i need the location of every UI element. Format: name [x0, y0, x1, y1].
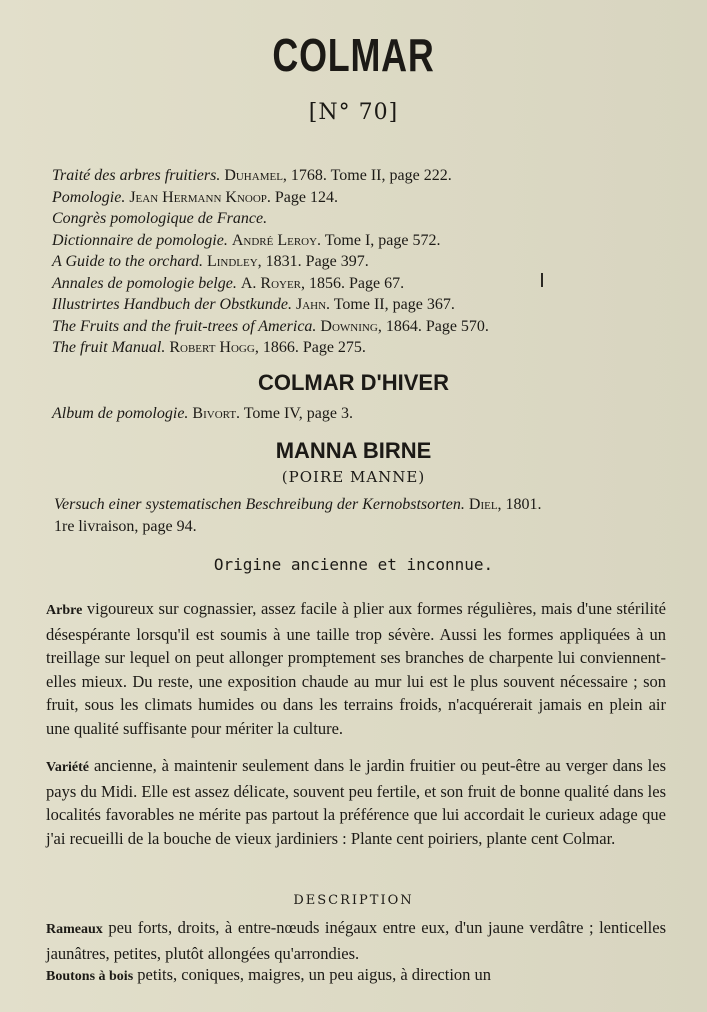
text-boutons: petits, coniques, maigres, un peu aigus, à direction un — [137, 965, 492, 984]
lead-boutons: Boutons à bois — [46, 969, 134, 984]
reference-detail: . Tome IV, page 3. — [236, 405, 353, 422]
reference-author: Downing — [320, 317, 378, 335]
margin-mark — [541, 273, 543, 287]
reference-list — [52, 165, 632, 359]
reference-detail: . Tome II, page 367. — [326, 296, 455, 313]
reference-title: The Fruits and the fruit-trees of America. — [52, 317, 317, 335]
paragraph-arbre — [46, 597, 666, 740]
text-rameaux: peu forts, droits, à entre-nœuds inégaux entre eux, d'un jaune verdâtre ; lenticelles jaunâtres, petites, plutôt allongées qu'arrondies. — [46, 918, 666, 963]
reference-author: Robert Hogg — [169, 339, 255, 356]
reference-item — [52, 316, 632, 338]
heading-colmar-dhiver: COLMAR D'HIVER — [257, 370, 449, 395]
reference-detail: , 1856. Page 67. — [301, 274, 405, 292]
reference-author: Bivort — [192, 405, 237, 422]
lead-rameaux: Rameaux — [46, 922, 103, 937]
reference-author: Jahn — [295, 296, 327, 313]
reference-author: Duhamel — [224, 167, 283, 184]
variety-number: [N° 70] — [308, 100, 399, 125]
reference-item — [52, 230, 632, 252]
origin-line: Origine ancienne et inconnue. — [213, 555, 494, 574]
reference-author: Lindley — [206, 253, 258, 270]
reference-item — [52, 294, 632, 316]
reference-item — [52, 273, 632, 295]
subheading-poire-manne: (POIRE MANNE) — [281, 468, 426, 486]
reference-title: Pomologie. — [52, 188, 126, 206]
lead-arbre: Arbre — [46, 603, 83, 618]
reference-detail: , 1801. — [497, 496, 542, 513]
reference-title: The fruit Manual. — [52, 339, 166, 356]
reference-title: Versuch einer systematischen Beschreibung der Kernobstsorten. — [54, 496, 465, 513]
paragraph-variete — [46, 754, 666, 850]
reference-author: André Leroy — [231, 231, 318, 249]
reference-detail: , 1831. Page 397. — [257, 253, 369, 270]
reference-item — [52, 337, 632, 359]
reference-detail: , 1866. Page 275. — [254, 339, 366, 356]
reference-bivort — [52, 405, 664, 423]
reference-item — [52, 187, 632, 209]
reference-title: A Guide to the orchard. — [52, 253, 203, 270]
reference-author: A. Royer — [240, 274, 302, 292]
heading-manna-birne: MANNA BIRNE — [275, 438, 432, 463]
reference-title: Dictionnaire de pomologie. — [52, 231, 228, 249]
reference-item — [52, 165, 632, 187]
reference-author: Diel — [468, 496, 498, 513]
reference-title: Traité des arbres fruitiers. — [52, 167, 221, 184]
reference-title: Congrès pomologique de France. — [52, 210, 268, 227]
reference-title: Annales de pomologie belge. — [52, 274, 237, 292]
reference-title: Album de pomologie. — [52, 405, 189, 422]
reference-item — [52, 251, 632, 273]
text-arbre: vigoureux sur cognassier, assez facile à plier aux formes régulières, mais d'une stérilité désespérante lorsqu'il est soumis à une taille trop sévère. Aussi les formes appliquées à un treillage sur lequel on peut allonger promptement ses branches de charpente lui conviennent-elles mieux. Du reste, une exposition chaude au mur lui est le plus souvent nécessaire ; son fruit, sous les climats humides ou dans les terrains froids, n'acquérerait jamais en plein air une qualité suffisante pour mériter la culture. — [46, 599, 666, 738]
reference-diel — [54, 496, 666, 514]
reference-item — [52, 208, 632, 230]
reference-diel-line2: 1re livraison, page 94. — [54, 518, 197, 535]
reference-detail: . Tome I, page 572. — [317, 231, 441, 249]
text-variete: ancienne, à maintenir seulement dans le jardin fruitier ou peut-être au verger dans les pays du Midi. Elle est assez délicate, souvent peu fertile, et son fruit de bonne qualité dans les localités favorables ne mérite pas partout la préférence que lui accordait le curieux adage que j'ai recueilli de la bouche de vieux jardiniers : Plante cent poiriers, plante cent Colmar. — [46, 756, 667, 848]
lead-variete: Variété — [46, 760, 90, 775]
paragraph-boutons — [46, 963, 666, 989]
paragraph-rameaux — [46, 916, 666, 965]
reference-detail: . Page 124. — [266, 188, 338, 206]
reference-detail: , 1768. Tome II, page 222. — [282, 167, 452, 184]
description-heading: DESCRIPTION — [293, 893, 414, 908]
reference-detail: , 1864. Page 570. — [377, 317, 489, 335]
page-title: COLMAR — [272, 29, 435, 81]
reference-author: Jean Hermann Knoop — [129, 188, 267, 206]
reference-title: Illustrirtes Handbuch der Obstkunde. — [52, 296, 292, 313]
